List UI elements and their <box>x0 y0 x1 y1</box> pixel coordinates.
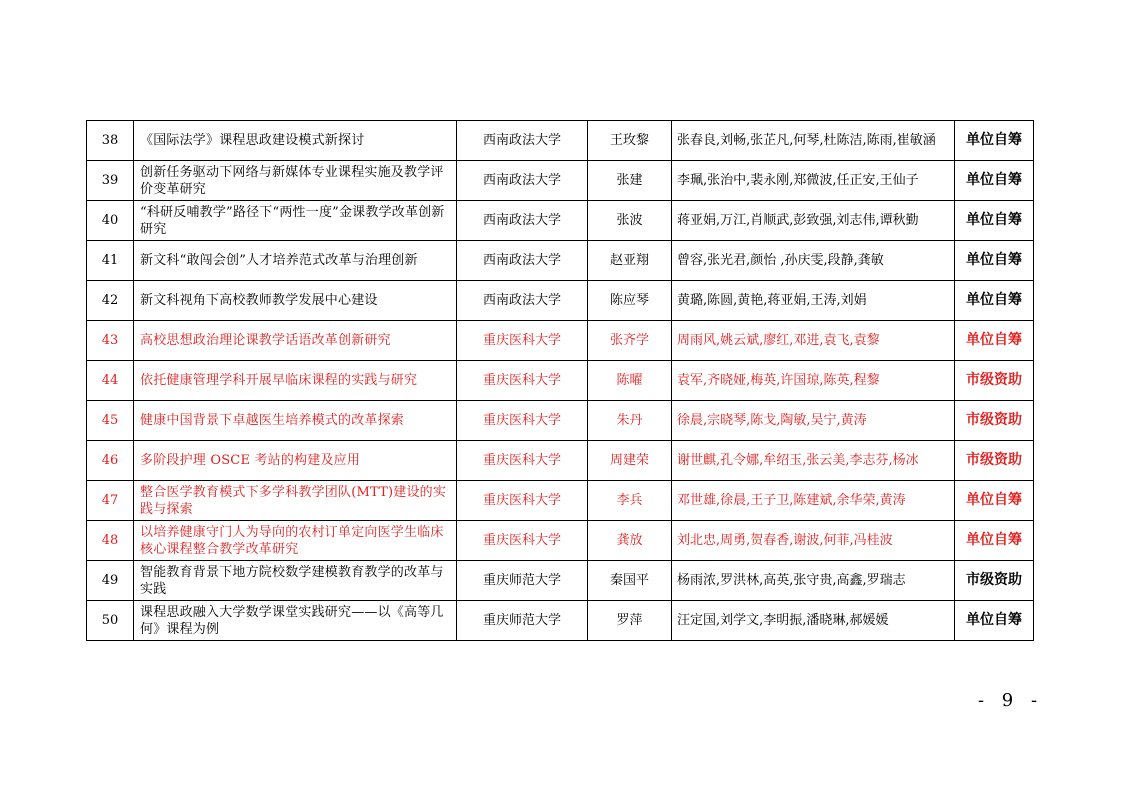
funding-type: 单位自筹 <box>955 241 1034 281</box>
team-members: 邓世雄,徐晨,王子卫,陈建斌,余华荣,黄涛 <box>672 481 955 521</box>
funding-type: 单位自筹 <box>955 121 1034 161</box>
team-members: 徐晨,宗晓琴,陈戈,陶敏,吴宁,黄涛 <box>672 401 955 441</box>
funding-type: 单位自筹 <box>955 281 1034 321</box>
table-row <box>87 201 1034 241</box>
team-members: 黄璐,陈圆,黄艳,蒋亚娟,王涛,刘娟 <box>672 281 955 321</box>
row-number: 45 <box>87 401 134 441</box>
table-row <box>87 481 1034 521</box>
school-name: 重庆师范大学 <box>457 601 588 641</box>
project-title: 整合医学教育模式下多学科教学团队(MTT)建设的实践与探索 <box>134 481 457 521</box>
team-members: 李珮,张治中,裴永刚,郑微波,任正安,王仙子 <box>672 161 955 201</box>
school-name: 西南政法大学 <box>457 121 588 161</box>
team-members: 蒋亚娟,万江,肖顺武,彭致强,刘志伟,谭秋勤 <box>672 201 955 241</box>
funding-type: 市级资助 <box>955 561 1034 601</box>
school-name: 重庆医科大学 <box>457 481 588 521</box>
funding-type: 单位自筹 <box>955 601 1034 641</box>
project-leader: 周建荣 <box>588 441 672 481</box>
project-title: 以培养健康守门人为导向的农村订单定向医学生临床核心课程整合教学改革研究 <box>134 521 457 561</box>
row-number: 50 <box>87 601 134 641</box>
project-title: 新文科视角下高校教师教学发展中心建设 <box>134 281 457 321</box>
team-members: 谢世麒,孔令娜,牟绍玉,张云美,李志芬,杨冰 <box>672 441 955 481</box>
table-row <box>87 561 1034 601</box>
table-body <box>87 121 1034 641</box>
project-leader: 李兵 <box>588 481 672 521</box>
row-number: 48 <box>87 521 134 561</box>
project-title: 高校思想政治理论课教学话语改革创新研究 <box>134 321 457 361</box>
project-leader: 张齐学 <box>588 321 672 361</box>
team-members: 汪定国,刘学文,李明振,潘晓琳,郝媛媛 <box>672 601 955 641</box>
project-title: “科研反哺教学”路径下“两性一度”金课教学改革创新研究 <box>134 201 457 241</box>
table-row <box>87 601 1034 641</box>
table-row <box>87 161 1034 201</box>
project-title: 课程思政融入大学数学课堂实践研究——以《高等几何》课程为例 <box>134 601 457 641</box>
team-members: 张春良,刘畅,张芷凡,何琴,杜陈洁,陈雨,崔敏涵 <box>672 121 955 161</box>
school-name: 西南政法大学 <box>457 281 588 321</box>
project-leader: 朱丹 <box>588 401 672 441</box>
team-members: 周雨风,姚云斌,廖红,邓进,袁飞,袁黎 <box>672 321 955 361</box>
page-number: - 9 - <box>978 690 1044 711</box>
school-name: 西南政法大学 <box>457 161 588 201</box>
project-leader: 秦国平 <box>588 561 672 601</box>
table-row <box>87 361 1034 401</box>
project-title: 依托健康管理学科开展早临床课程的实践与研究 <box>134 361 457 401</box>
school-name: 重庆医科大学 <box>457 321 588 361</box>
school-name: 重庆医科大学 <box>457 521 588 561</box>
team-members: 杨雨浓,罗洪林,高英,张守贵,高鑫,罗瑞志 <box>672 561 955 601</box>
team-members: 袁军,齐晓娅,梅英,许国琼,陈英,程黎 <box>672 361 955 401</box>
table-row <box>87 121 1034 161</box>
row-number: 40 <box>87 201 134 241</box>
table-row <box>87 321 1034 361</box>
project-leader: 罗萍 <box>588 601 672 641</box>
row-number: 38 <box>87 121 134 161</box>
row-number: 42 <box>87 281 134 321</box>
funding-type: 单位自筹 <box>955 481 1034 521</box>
project-list-table <box>86 120 1034 641</box>
table-row <box>87 401 1034 441</box>
row-number: 46 <box>87 441 134 481</box>
school-name: 西南政法大学 <box>457 241 588 281</box>
funding-type: 市级资助 <box>955 401 1034 441</box>
project-title: 新文科“敢闯会创”人才培养范式改革与治理创新 <box>134 241 457 281</box>
project-title: 健康中国背景下卓越医生培养模式的改革探索 <box>134 401 457 441</box>
project-leader: 龚放 <box>588 521 672 561</box>
project-leader: 陈曜 <box>588 361 672 401</box>
funding-type: 单位自筹 <box>955 321 1034 361</box>
project-title: 《国际法学》课程思政建设模式新探讨 <box>134 121 457 161</box>
school-name: 重庆医科大学 <box>457 401 588 441</box>
row-number: 39 <box>87 161 134 201</box>
team-members: 曾容,张光君,颜怡 ,孙庆雯,段静,龚敏 <box>672 241 955 281</box>
project-leader: 陈应琴 <box>588 281 672 321</box>
project-title: 多阶段护理 OSCE 考站的构建及应用 <box>134 441 457 481</box>
funding-type: 市级资助 <box>955 441 1034 481</box>
project-leader: 张波 <box>588 201 672 241</box>
funding-type: 单位自筹 <box>955 521 1034 561</box>
project-leader: 王玫黎 <box>588 121 672 161</box>
row-number: 41 <box>87 241 134 281</box>
funding-type: 市级资助 <box>955 361 1034 401</box>
row-number: 49 <box>87 561 134 601</box>
school-name: 西南政法大学 <box>457 201 588 241</box>
row-number: 43 <box>87 321 134 361</box>
team-members: 刘北忠,周勇,贺春香,谢波,何菲,冯桂波 <box>672 521 955 561</box>
table-row <box>87 281 1034 321</box>
school-name: 重庆医科大学 <box>457 361 588 401</box>
project-leader: 张建 <box>588 161 672 201</box>
project-leader: 赵亚翔 <box>588 241 672 281</box>
row-number: 44 <box>87 361 134 401</box>
table-row <box>87 441 1034 481</box>
funding-type: 单位自筹 <box>955 161 1034 201</box>
table-row <box>87 521 1034 561</box>
funding-type: 单位自筹 <box>955 201 1034 241</box>
project-title: 智能教育背景下地方院校数学建模教育教学的改革与实践 <box>134 561 457 601</box>
school-name: 重庆师范大学 <box>457 561 588 601</box>
row-number: 47 <box>87 481 134 521</box>
school-name: 重庆医科大学 <box>457 441 588 481</box>
project-title: 创新任务驱动下网络与新媒体专业课程实施及教学评价变革研究 <box>134 161 457 201</box>
table-row <box>87 241 1034 281</box>
